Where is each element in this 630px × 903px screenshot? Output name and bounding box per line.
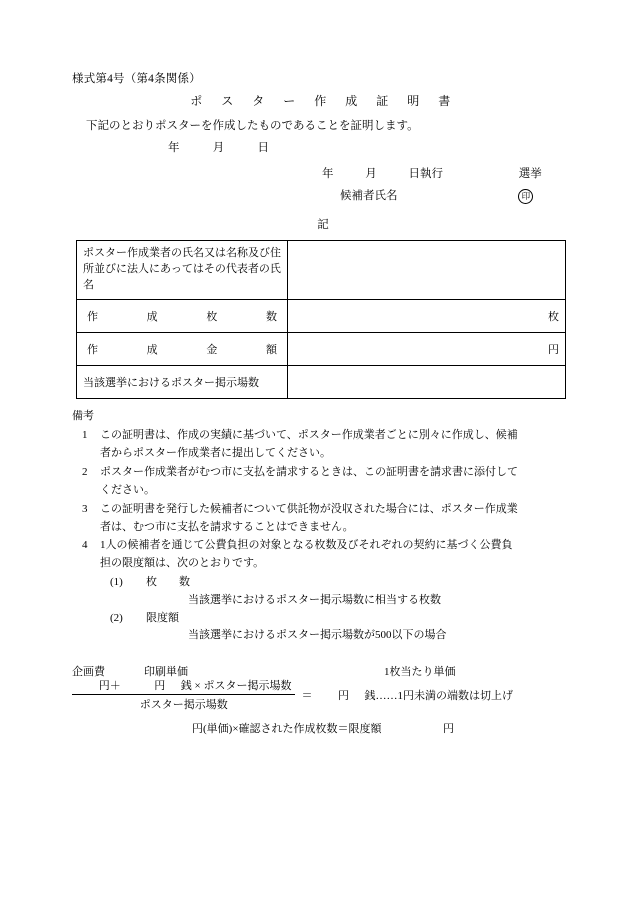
subitem-text: 限度額: [146, 611, 179, 624]
note-line: この証明書を発行した候補者について供託物が没収された場合には、ポスター作成業: [100, 502, 518, 515]
table-row: [77, 365, 566, 398]
poster-certificate-table: [76, 240, 566, 399]
note-item: [72, 464, 562, 500]
document-body: [72, 70, 562, 773]
formula-label-planning-cost: 企画費: [72, 666, 105, 679]
notes-section: [72, 408, 562, 646]
note-line: 者は、むつ市に支払を請求することはできません。: [100, 520, 354, 533]
note-body: [100, 537, 562, 573]
numerator-times: ×: [194, 680, 201, 693]
note-line: この証明書は、作成の実績に基づいて、ポスター作成業者ごとに別々に作成し、候補: [100, 429, 518, 442]
subitem: [110, 574, 562, 592]
numerator-poster-count: ポスター掲示場数: [203, 680, 292, 693]
exec-month: 月: [365, 168, 377, 180]
label-part-1: 作: [87, 343, 98, 356]
note-line: 者からポスター作成業者に提出してください。: [100, 447, 331, 460]
date-year: 年: [168, 142, 180, 154]
formula-label-per-sheet-unit-price: 1枚当たり単価: [384, 666, 456, 679]
label-part-4: 数: [265, 310, 277, 323]
row-value-sheet-count[interactable]: 枚: [288, 299, 566, 332]
exec-election: 選挙: [518, 168, 542, 180]
note-line: ください。: [100, 483, 155, 496]
result-sen-note: 銭……1円未満の端数は切上げ: [364, 689, 513, 702]
lead-statement: 下記のとおりポスターを作成したものであることを証明します。: [86, 120, 419, 132]
formula-result: [295, 687, 513, 703]
seal-icon: 印: [518, 189, 533, 204]
label-part-3: 枚: [206, 310, 218, 323]
table-row: [77, 332, 566, 365]
note-line: 1人の候補者を通じて公費負担の対象となる枚数及びそれぞれの契約に基づく公費負: [100, 539, 513, 552]
date-day: 日: [257, 142, 270, 154]
candidate-name-line: [72, 187, 562, 204]
formula-numerator: [72, 677, 295, 694]
candidate-name-label: 候補者氏名: [340, 190, 398, 202]
note-body: [100, 464, 562, 500]
subitem-detail: 当該選挙におけるポスター掲示場数が500以下の場合: [188, 629, 447, 642]
formula-fraction: [72, 677, 295, 712]
result-yen: 円: [337, 689, 349, 702]
exec-day: 日執行: [408, 168, 443, 180]
formula-block: [72, 663, 562, 773]
row-label-amount: [77, 332, 288, 365]
formula-last-line: [72, 720, 562, 736]
label-part-2: 成: [146, 343, 158, 356]
note-item: [72, 501, 562, 537]
label-part-1: 作: [87, 310, 98, 323]
subitem-text: 枚 数: [146, 575, 190, 588]
note-number: 4: [82, 539, 88, 552]
form-number: 様式第4号（第4条関係）: [72, 73, 201, 85]
notes-heading: 備考: [72, 409, 94, 422]
row-label-poster-board-count: 当該選挙におけるポスター掲示場数: [77, 365, 288, 398]
table-row: [77, 240, 566, 299]
limit-trailing-yen: 円: [443, 723, 455, 736]
row-label-business-name: [77, 240, 288, 299]
row-label-sheet-count: [77, 299, 288, 332]
row-label-text-spread: [83, 341, 281, 357]
label-part-2: 成: [146, 310, 158, 323]
formula-equals: ＝: [301, 689, 313, 702]
formula-fraction-row: [72, 677, 562, 712]
execution-date-line: [72, 165, 562, 181]
note-line: 担の限度額は、次のとおりです。: [100, 557, 265, 570]
numerator-sen: 銭: [180, 680, 192, 693]
note-body: [100, 427, 562, 463]
note-line: ポスター作成業者がむつ市に支払を請求するときは、この証明書を請求書に添付して: [100, 466, 518, 479]
limit-formula: 円(単価)×確認された作成枚数＝限度額: [192, 723, 382, 736]
table-row: [77, 299, 566, 332]
document-title: ポ ス タ ー 作 成 証 明 書: [190, 94, 454, 108]
note-number: 1: [82, 429, 88, 442]
notes-subitems: [72, 574, 562, 645]
row-value-amount[interactable]: 円: [288, 332, 566, 365]
numerator-yen: 円: [154, 680, 166, 693]
note-item: [72, 427, 562, 463]
formula-label-print-unit-price: 印刷単価: [144, 666, 188, 679]
row-label-text-spread: [83, 308, 281, 324]
numerator-yen-plus: 円＋: [98, 680, 121, 693]
note-number: 3: [82, 502, 88, 515]
date-month: 月: [212, 142, 225, 154]
label-part-4: 額: [265, 343, 277, 356]
subitem: [110, 610, 562, 628]
formula-denominator: ポスター掲示場数: [139, 699, 228, 712]
row-label-text: ポスター作成業者の氏名又は名称及び住所並びに法人にあってはその代表者の氏名: [83, 246, 281, 291]
ki-mark: 記: [317, 218, 329, 231]
row-value-business-name[interactable]: [288, 240, 566, 299]
subitem-number: (1): [110, 575, 123, 588]
exec-year: 年: [322, 168, 334, 180]
subitem-number: (2): [110, 611, 123, 624]
date-blank-line: [72, 139, 562, 155]
subitem-detail: 当該選挙におけるポスター掲示場数に相当する枚数: [188, 593, 441, 606]
note-body: [100, 501, 562, 537]
note-item: [72, 537, 562, 573]
row-value-poster-board-count[interactable]: [288, 365, 566, 398]
note-number: 2: [82, 466, 88, 479]
label-part-3: 金: [206, 343, 218, 356]
